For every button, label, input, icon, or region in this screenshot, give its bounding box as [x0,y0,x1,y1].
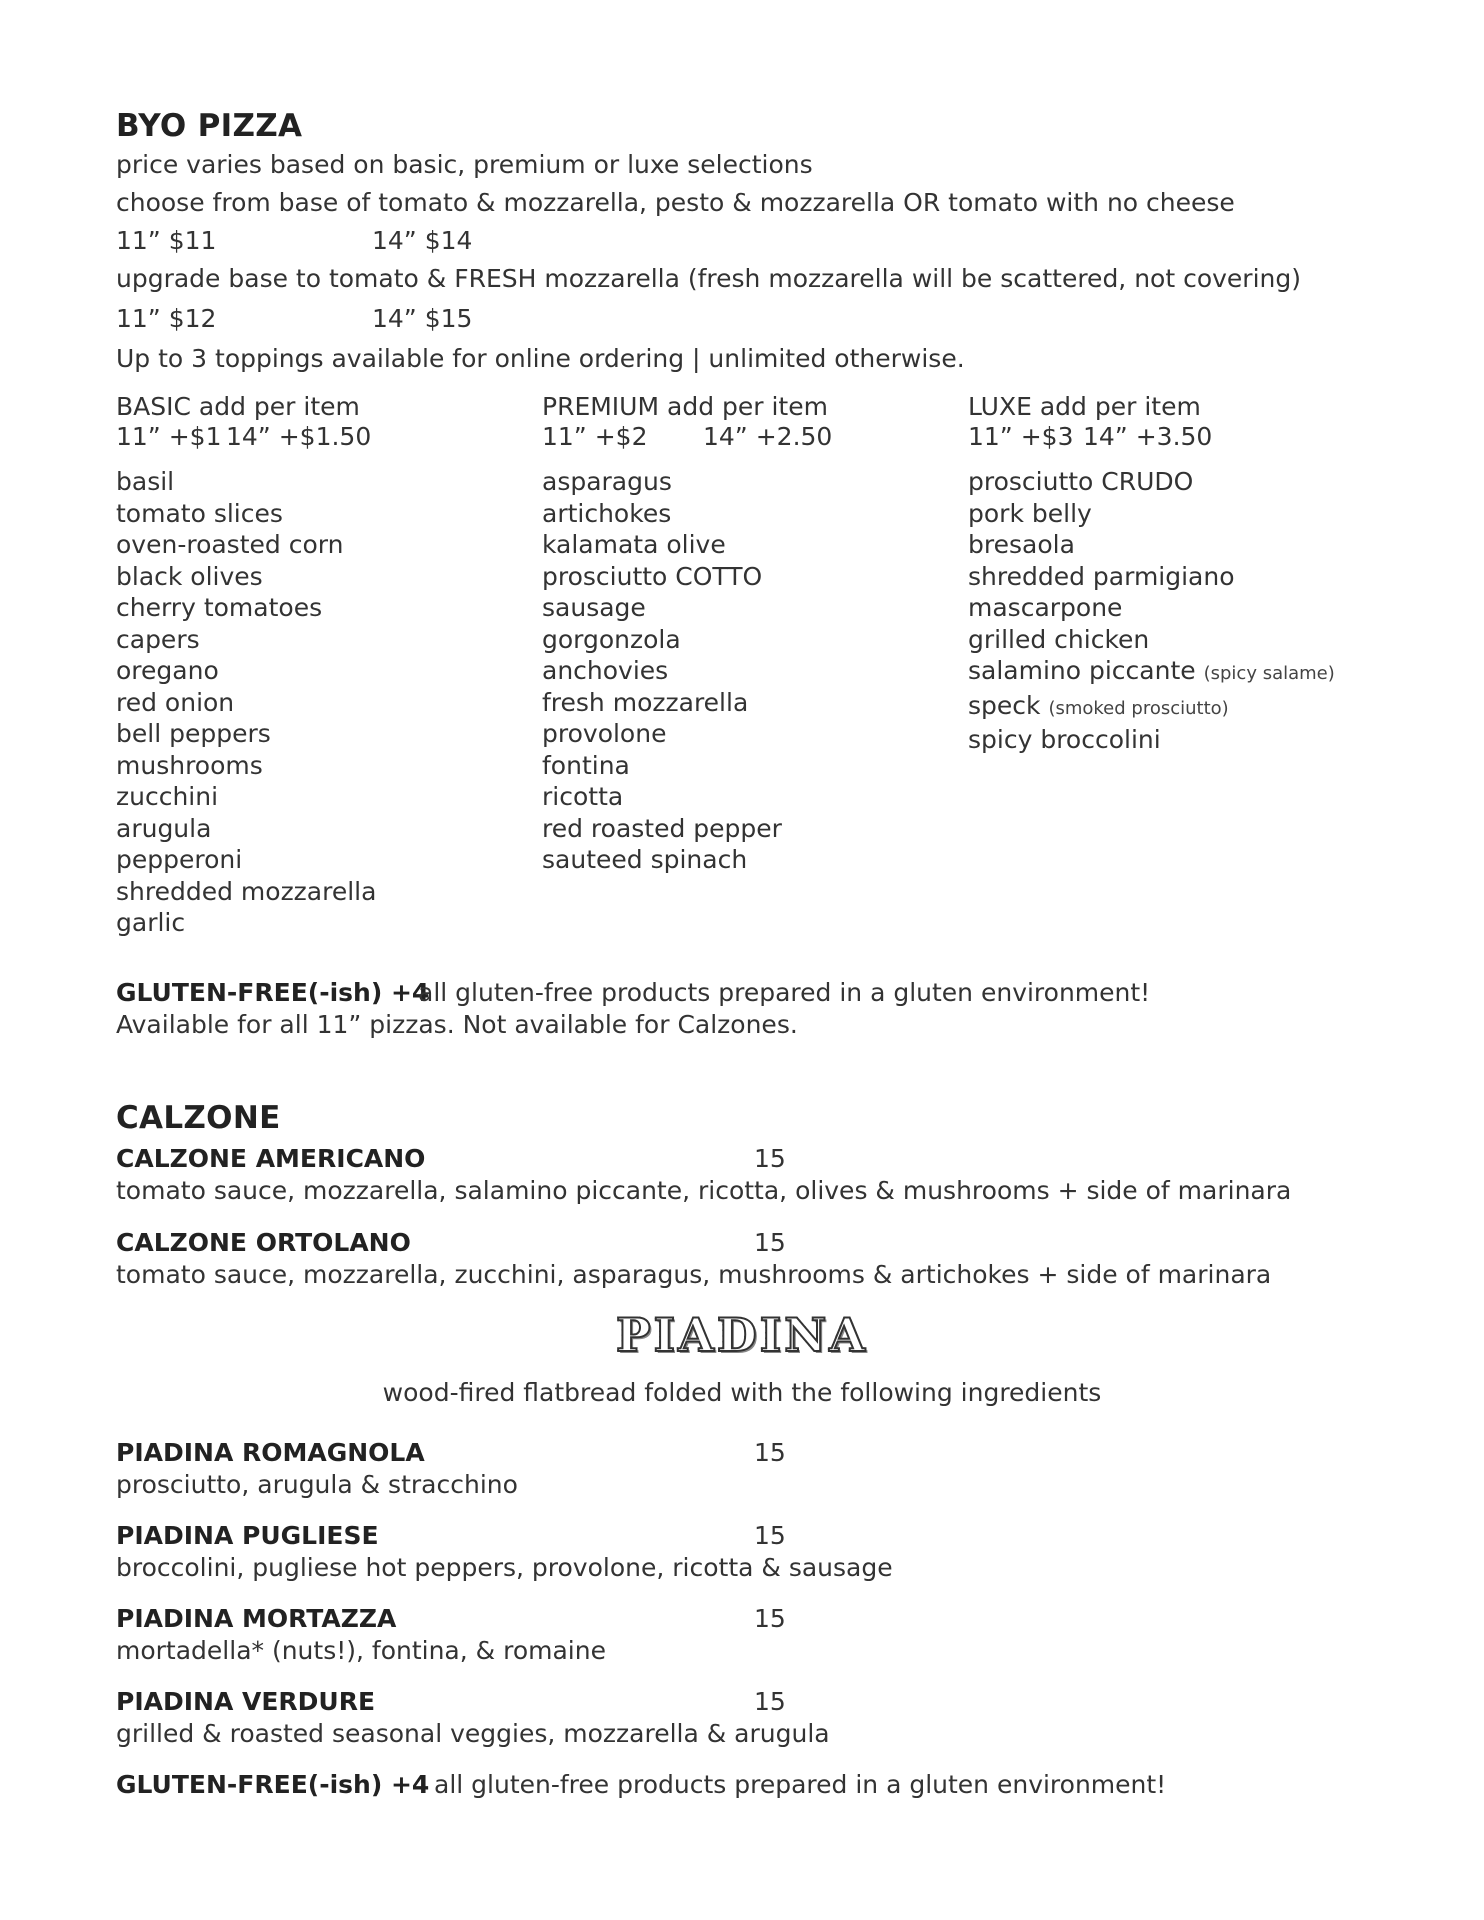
calzone-item-desc: tomato sauce, mozzarella, salamino piccante, ricotta, olives & mushrooms + side of marinara [116,1176,1292,1205]
piadina-gluten-free-note: all gluten-free products prepared in a gluten environment! [434,1770,1167,1799]
luxe-note-speck: (smoked prosciutto) [1048,697,1229,719]
piadina-item-desc: prosciutto, arugula & stracchino [116,1470,518,1499]
list-item: pepperoni [116,845,243,874]
list-item: zucchini [116,782,219,811]
luxe-note-salamino: (spicy salame) [1203,663,1335,684]
list-item: arugula [116,813,212,843]
list-item: capers [116,624,200,654]
piadina-item-name: PIADINA ROMAGNOLA [116,1438,425,1467]
piadina-title: PIADINA [116,1308,1368,1362]
luxe-item-speck: speck [968,690,1041,720]
premium-price-11: 11” +$2 [542,422,648,451]
list-item: black olives [116,561,263,591]
calzone-item-price: 15 [754,1144,786,1173]
list-item: tomato slices [116,498,283,528]
list-item [968,655,1335,690]
list-item: gorgonzola [542,624,681,654]
premium-header: PREMIUM add per item [542,392,828,421]
list-item: sausage [542,593,646,622]
list-item: cherry tomatoes [116,593,323,622]
byo-line-base: choose from base of tomato & mozzarella, pesto & mozzarella OR tomato with no cheese [116,188,1235,217]
byo-price-14: 14” $14 [372,226,473,255]
piadina-item-desc: mortadella* (nuts!), fontina, & romaine [116,1636,606,1665]
list-item: asparagus [542,467,672,496]
list-item: spicy broccolini [968,725,1161,754]
piadina-item-price: 15 [754,1604,786,1633]
premium-topping-list [542,466,782,876]
calzone-item-name: CALZONE ORTOLANO [116,1228,411,1257]
byo-gluten-free-label: GLUTEN-FREE(-ish) +4 [116,978,430,1007]
piadina-item-desc: grilled & roasted seasonal veggies, mozzarella & arugula [116,1719,830,1748]
byo-gluten-free-availability: Available for all 11” pizzas. Not available for Calzones. [116,1010,798,1039]
byo-line-selections: price varies based on basic, premium or luxe selections [116,150,813,179]
list-item: shredded parmigiano [968,561,1235,591]
list-item: mushrooms [116,750,263,780]
byo-line-upgrade: upgrade base to tomato & FRESH mozzarella (fresh mozzarella will be scattered, not covering) [116,264,1301,293]
list-item: oregano [116,656,219,685]
list-item: red roasted pepper [542,813,782,843]
piadina-item-price: 15 [754,1521,786,1550]
piadina-item-price: 15 [754,1687,786,1716]
list-item: shredded mozzarella [116,876,377,906]
list-item: bresaola [968,530,1075,559]
basic-price-14: 14” +$1.50 [226,422,372,451]
piadina-item-name: PIADINA MORTAZZA [116,1604,397,1633]
basic-price-11: 11” +$1 [116,422,222,451]
byo-upgrade-price-11: 11” $12 [116,304,217,333]
list-item: mascarpone [968,593,1123,622]
luxe-item-salamino: salamino piccante [968,656,1196,685]
basic-topping-list [116,466,376,939]
piadina-item-name: PIADINA PUGLIESE [116,1521,379,1550]
luxe-topping-list [968,466,1335,756]
piadina-gluten-free-label: GLUTEN-FREE(-ish) +4 [116,1770,430,1799]
list-item: garlic [116,908,186,937]
list-item: artichokes [542,498,672,528]
premium-price-14: 14” +2.50 [703,422,833,451]
list-item: provolone [542,719,667,748]
calzone-item-name: CALZONE AMERICANO [116,1144,426,1173]
list-item: sauteed spinach [542,845,748,874]
calzone-item-desc: tomato sauce, mozzarella, zucchini, asparagus, mushrooms & artichokes + side of marinara [116,1260,1272,1289]
list-item: grilled chicken [968,624,1150,654]
calzone-title: CALZONE [116,1100,281,1136]
byo-pizza-title: BYO PIZZA [116,108,303,144]
piadina-item-price: 15 [754,1438,786,1467]
byo-gluten-free-note: all gluten-free products prepared in a gluten environment! [418,978,1151,1007]
list-item: kalamata olive [542,530,726,559]
byo-line-toppings: Up to 3 toppings available for online ordering | unlimited otherwise. [116,344,965,373]
list-item: red onion [116,687,235,717]
list-item: anchovies [542,656,669,685]
list-item: fontina [542,750,630,780]
luxe-price-11: 11” +$3 [968,422,1074,451]
luxe-price-14: 14” +3.50 [1083,422,1213,451]
list-item: prosciutto COTTO [542,561,763,591]
piadina-subtitle: wood-fired flatbread folded with the following ingredients [382,1378,1102,1407]
list-item: oven-roasted corn [116,530,344,559]
basic-header: BASIC add per item [116,392,360,421]
byo-price-11: 11” $11 [116,226,217,255]
list-item: ricotta [542,782,624,811]
byo-upgrade-price-14: 14” $15 [372,304,473,333]
list-item: pork belly [968,498,1092,528]
list-item: fresh mozzarella [542,687,749,717]
list-item [968,690,1335,725]
list-item: prosciutto CRUDO [968,467,1194,496]
list-item: bell peppers [116,719,271,748]
calzone-item-price: 15 [754,1228,786,1257]
luxe-header: LUXE add per item [968,392,1201,421]
list-item: basil [116,467,175,496]
piadina-item-desc: broccolini, pugliese hot peppers, provolone, ricotta & sausage [116,1553,893,1582]
piadina-item-name: PIADINA VERDURE [116,1687,376,1716]
